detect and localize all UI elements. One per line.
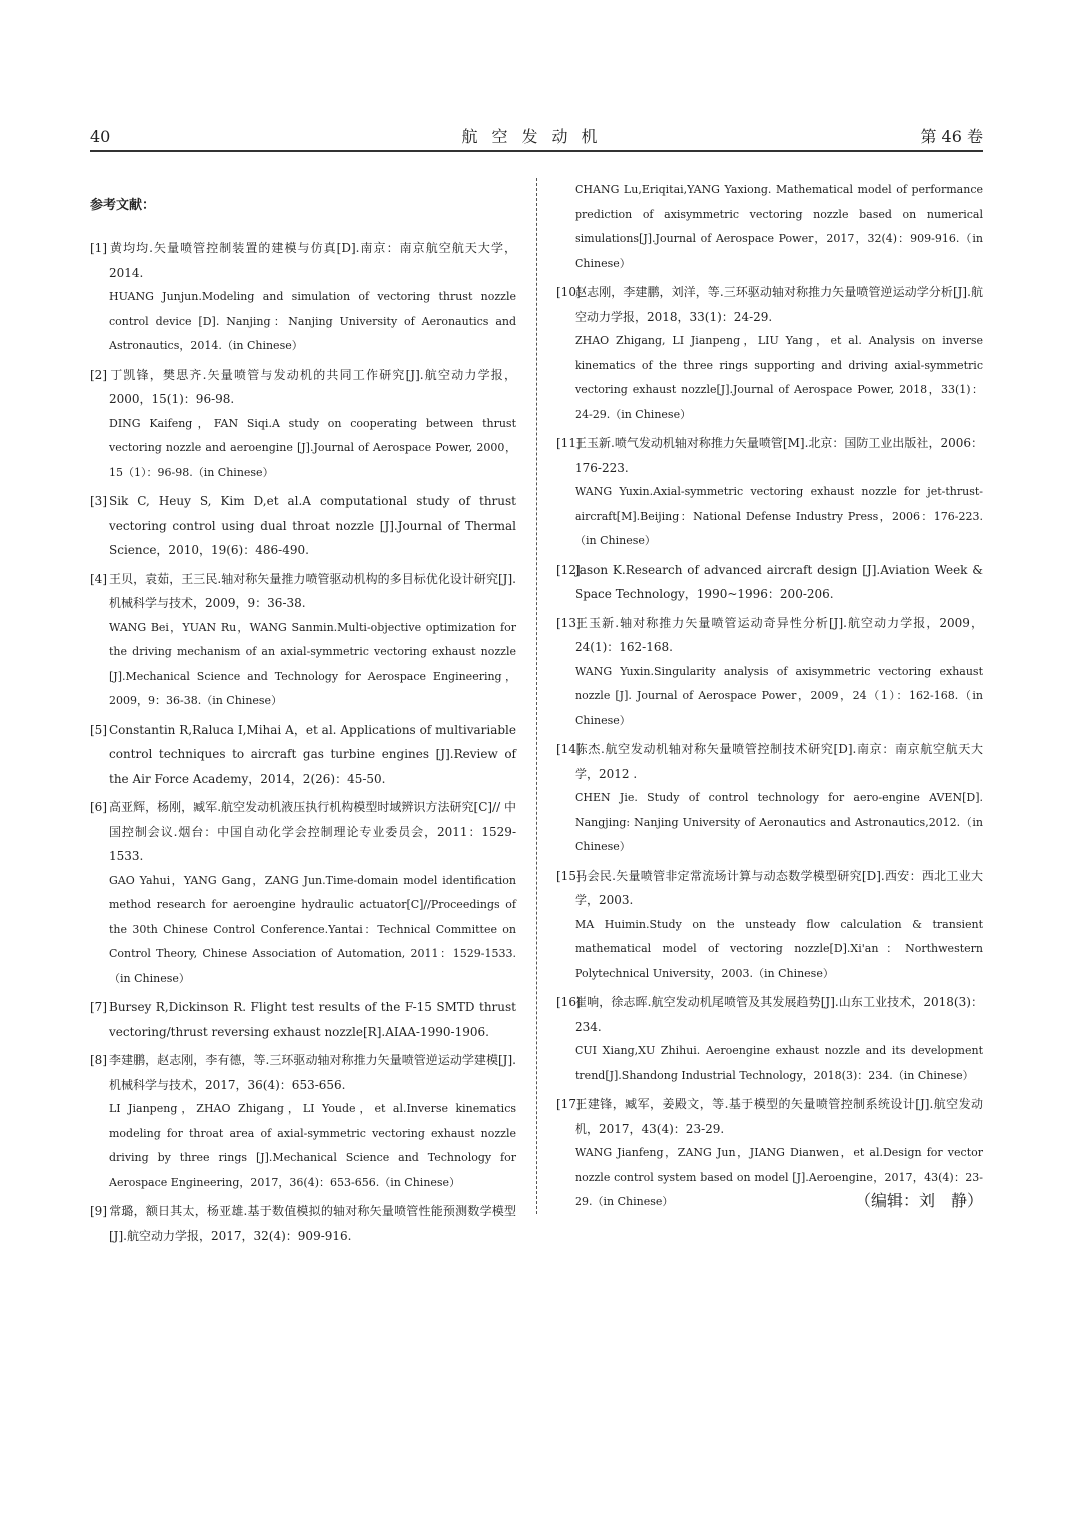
references-heading: 参考文献： xyxy=(90,198,156,213)
reference-citation xyxy=(90,363,516,412)
reference-number: [5] xyxy=(90,722,107,737)
reference-english: CUI Xiang,XU Zhihui. Aeroengine exhaust nozzle and its development trend[J].Shandong Industrial Technology，2018(3)：234.（in Chinese） xyxy=(575,1044,983,1082)
header-rule xyxy=(90,150,983,152)
reference-english: MA Huimin.Study on the unsteady flow calculation & transient mathematical model of vectoring nozzle[D].Xi'an：Northwestern Polytechnical University，2003.（in Chinese） xyxy=(575,917,983,980)
reference-text: 高亚辉，杨刚，臧军.航空发动机液压执行机构模型时域辨识方法研究[C]// 中国控制会议.烟台：中国自动化学会控制理论专业委员会，2011：1529-1533. xyxy=(109,800,516,863)
reference-citation xyxy=(556,737,983,786)
reference-number: [8] xyxy=(90,1053,107,1067)
reference-item xyxy=(90,567,516,714)
reference-number: [13] xyxy=(556,615,581,630)
reference-citation xyxy=(90,567,516,616)
reference-number: [2] xyxy=(90,367,107,382)
reference-item xyxy=(556,864,983,987)
reference-item xyxy=(90,363,516,486)
reference-citation xyxy=(556,611,983,660)
reference-text: 王玉新.喷气发动机轴对称推力矢量喷管[M].北京：国防工业出版社，2006：176-223. xyxy=(575,436,983,475)
reference-english: WANG Bei，YUAN Ru，WANG Sanmin.Multi-objective optimization for the driving mechanism of an axial-symmetric vectoring exhaust nozzle [J].Mechanical Science and Technology for Aerospace Engineering，2009，9：36-38.（in Chinese） xyxy=(109,620,516,707)
reference-list-left xyxy=(90,236,516,1248)
reference-item xyxy=(556,737,983,860)
reference-citation xyxy=(90,718,516,792)
reference-item xyxy=(90,718,516,792)
reference-english: WANG Yuxin.Axial-symmetric vectoring exhaust nozzle for jet-thrust-aircraft[M].Beijing：National Defense Industry Press，2006：176-223.（in Chinese） xyxy=(575,485,983,547)
reference-number: [7] xyxy=(90,1000,107,1014)
reference-english: CHANG Lu,Eriqitai,YANG Yaxiong. Mathematical model of performance prediction of axisymmetric vectoring nozzle based on numerical simulations[J].Journal of Aerospace Power，2017，32(4)：909-916.（in Chinese） xyxy=(575,183,983,270)
reference-item xyxy=(556,558,983,607)
left-column xyxy=(90,196,516,1252)
reference-english: HUANG Junjun.Modeling and simulation of vectoring thrust nozzle control device [D]. Nanjing：Nanjing University of Aeronautics and Astronautics，2014.（in Chinese） xyxy=(109,290,516,352)
reference-number: [14] xyxy=(556,742,581,756)
reference-citation xyxy=(90,1199,516,1248)
reference-number: [3] xyxy=(90,494,107,508)
reference-item xyxy=(556,611,983,734)
reference-text: Sik C, Heuy S, Kim D,et al.A computational study of thrust vectoring control using dual throat nozzle [J].Journal of Thermal Science，2010，19(6)：486-490. xyxy=(109,494,516,557)
reference-text: Bursey R,Dickinson R. Flight test results of the F-15 SMTD thrust vectoring/thrust reversing exhaust nozzle[R].AIAA-1990-1906. xyxy=(109,1000,516,1039)
reference-text: 陈杰.航空发动机轴对称矢量喷管控制技术研究[D].南京：南京航空航天大学，2012 . xyxy=(575,742,983,781)
volume-label: 第 46 卷 xyxy=(920,127,983,146)
page-number: 40 xyxy=(90,127,111,146)
reference-text: Constantin R,Raluca I,Mihai A，et al. Applications of multivariable control techniques to aircraft gas turbine engines [J].Review of the Air Force Academy，2014，2(26)：45-50. xyxy=(109,722,516,786)
reference-english: WANG Jianfeng，ZANG Jun，JIANG Dianwen，et al.Design for vector nozzle control system based on model [J].Aeroengine，2017，43(4)：23-29.（in Chinese） xyxy=(575,1146,983,1208)
reference-text: 马会民.矢量喷管非定常流场计算与动态数学模型研究[D].西安：西北工业大学，2003. xyxy=(575,868,983,907)
reference-number: [1] xyxy=(90,241,107,255)
reference-text: 丁凯锋，樊思齐.矢量喷管与发动机的共同工作研究[J].航空动力学报，2000，15(1)：96-98. xyxy=(109,367,516,406)
reference-citation xyxy=(90,995,516,1044)
reference-text: 赵志刚，李建鹏，刘洋，等.三环驱动轴对称推力矢量喷管逆运动学分析[J].航空动力学报，2018，33(1)：24-29. xyxy=(575,285,983,324)
reference-text: 王玉新.轴对称推力矢量喷管运动奇异性分析[J].航空动力学报，2009，24(1)：162-168. xyxy=(575,615,983,654)
reference-english: DING Kaifeng，FAN Siqi.A study on cooperating between thrust vectoring nozzle and aeroengine [J].Journal of Aerospace Power, 2000，15（1）：96-98.（in Chinese） xyxy=(109,416,516,479)
reference-english: LI Jianpeng，ZHAO Zhigang，LI Youde，et al.Inverse kinematics modeling for throat area of axial-symmetric vectoring exhaust nozzle driving by three rings [J].Mechanical Science and Technology for Aerospace Engineering，2017，36(4)：653-656.（in Chinese） xyxy=(109,1102,516,1189)
editor-credit: （编辑：刘 静） xyxy=(854,1191,983,1210)
reference-citation xyxy=(556,864,983,913)
reference-item xyxy=(556,280,983,427)
reference-citation xyxy=(90,1048,516,1097)
reference-citation xyxy=(556,990,983,1039)
reference-number: [6] xyxy=(90,800,107,814)
reference-citation xyxy=(90,489,516,563)
reference-number: [10] xyxy=(556,285,581,299)
reference-text: 王建锋，臧军，姜殿文，等.基于模型的矢量喷管控制系统设计[J].航空发动机，2017，43(4)：23-29. xyxy=(575,1097,983,1136)
reference-english: ZHAO Zhigang, LI Jianpeng，LIU Yang，et al. Analysis on inverse kinematics of the three rings supporting and driving axial-symmetric vectoring exhaust nozzle[J].Journal of Aerospace Power, 2018，33(1)：24-29.（in Chinese） xyxy=(575,334,983,421)
reference-item xyxy=(556,990,983,1088)
reference-citation xyxy=(556,431,983,480)
reference-text: 黄均均.矢量喷管控制装置的建模与仿真[D].南京：南京航空航天大学，2014. xyxy=(109,241,516,280)
reference-item xyxy=(90,236,516,359)
reference-number: [16] xyxy=(556,995,581,1009)
reference-list-right xyxy=(556,280,983,1215)
reference-number: [4] xyxy=(90,571,107,586)
reference-item xyxy=(90,795,516,991)
reference-number: [9] xyxy=(90,1204,107,1218)
reference-item xyxy=(90,1048,516,1195)
reference-item xyxy=(90,1199,516,1248)
reference-citation xyxy=(90,236,516,285)
reference-text: 常璐，额日其太，杨亚雄.基于数值模拟的轴对称矢量喷管性能预测数学模型[J].航空动力学报，2017，32(4)：909-916. xyxy=(109,1204,516,1243)
right-column xyxy=(556,178,983,1219)
reference-english: CHEN Jie. Study of control technology for aero-engine AVEN[D]. Nangjing: Nanjing University of Aeronautics and Astronautics,2012.（in Chinese） xyxy=(575,791,983,853)
reference-text: Jason K.Research of advanced aircraft design [J].Aviation Week & Space Technology，1990~1996：200-206. xyxy=(575,562,983,601)
reference-item xyxy=(90,995,516,1044)
reference-number: [17] xyxy=(556,1097,581,1111)
reference-item xyxy=(90,489,516,563)
reference-citation xyxy=(90,795,516,869)
reference-text: 崔响，徐志晖.航空发动机尾喷管及其发展趋势[J].山东工业技术，2018(3)：234. xyxy=(575,995,983,1034)
journal-name: 航空发动机 xyxy=(461,127,612,146)
reference-number: [11] xyxy=(556,436,581,450)
reference-english: WANG Yuxin.Singularity analysis of axisymmetric vectoring exhaust nozzle [J]. Journal of Aerospace Power，2009，24（1）：162-168.（in Chinese） xyxy=(575,664,983,727)
reference-english: GAO Yahui，YANG Gang，ZANG Jun.Time-domain model identification method research for aeroengine hydraulic actuator[C]//Proceedings of the 30th Chinese Control Conference.Yantai：Technical Committee on Control Theory, Chinese Association of Automation, 2011：1529-1533.（in Chinese） xyxy=(109,873,516,985)
reference-text: 李建鹏，赵志刚，李有德，等.三环驱动轴对称推力矢量喷管逆运动学建模[J].机械科学与技术，2017，36(4)：653-656. xyxy=(109,1053,516,1092)
reference-9-continuation xyxy=(556,178,983,276)
reference-number: [12] xyxy=(556,562,581,577)
reference-citation xyxy=(556,1092,983,1141)
reference-item xyxy=(556,431,983,554)
column-divider xyxy=(536,178,537,1214)
running-header xyxy=(90,126,983,150)
reference-citation xyxy=(556,280,983,329)
reference-citation xyxy=(556,558,983,607)
reference-number: [15] xyxy=(556,868,581,883)
reference-text: 王贝，袁茹，王三民.轴对称矢量推力喷管驱动机构的多目标优化设计研究[J].机械科学与技术，2009，9：36-38. xyxy=(109,571,516,610)
